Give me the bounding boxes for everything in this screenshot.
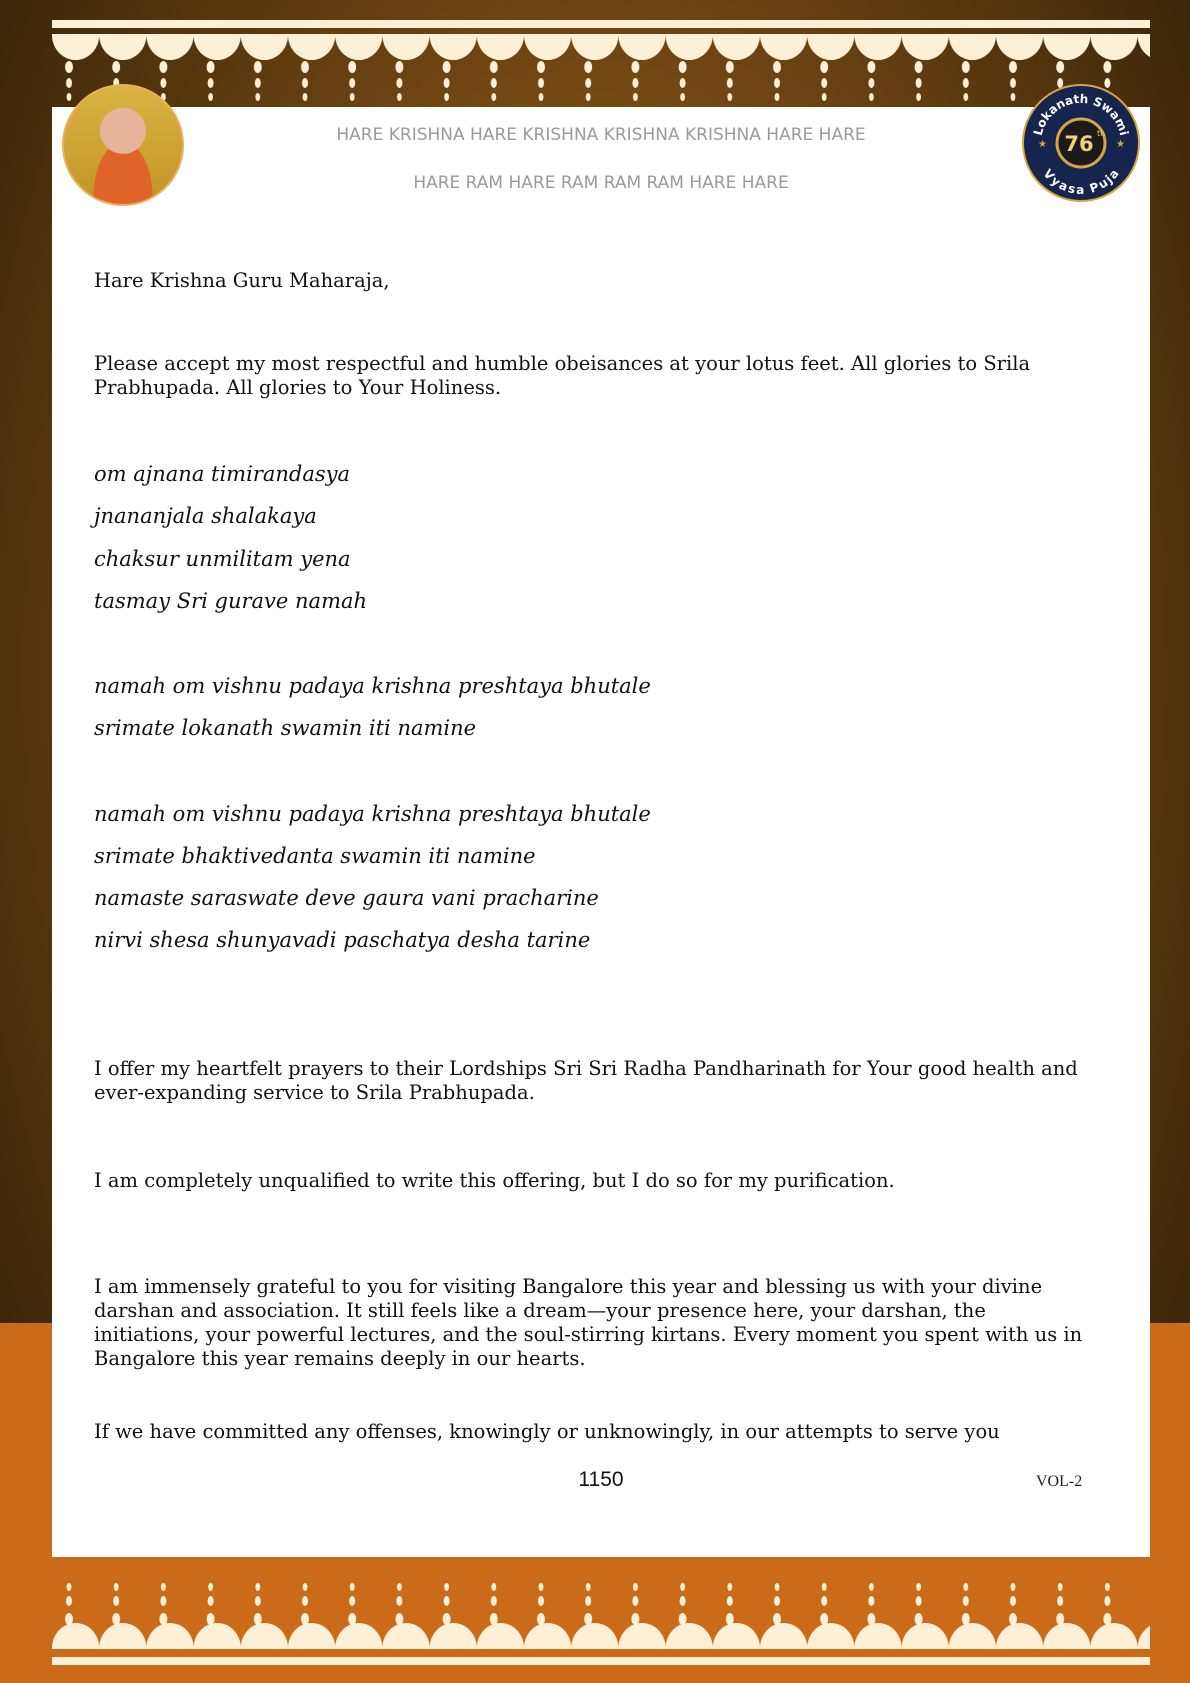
verse-line: chaksur unmilitam yena: [94, 547, 351, 571]
verse-line: namah om vishnu padaya krishna preshtaya bhutale: [94, 802, 651, 826]
verse-line: namaste saraswate deve gaura vani pracharine: [94, 886, 599, 910]
paragraph: If we have committed any offenses, knowingly or unknowingly, in our attempts to serve you: [94, 1420, 1000, 1443]
paragraph: I am completely unqualified to write this offering, but I do so for my purification.: [94, 1169, 895, 1192]
paragraph: Please accept my most respectful and humble obeisances at your lotus feet. All glories to Srila Prabhupada. All glories to Your Holiness.: [94, 352, 1031, 399]
bottom-border-bar: [52, 1657, 1150, 1665]
verse-line: namah om vishnu padaya krishna preshtaya bhutale: [94, 674, 651, 698]
page-number: 1150: [578, 1468, 624, 1491]
verse-line: om ajnana timirandasya: [94, 462, 351, 486]
salutation: Hare Krishna Guru Maharaja,: [94, 269, 390, 292]
svg-text:76: 76: [1064, 132, 1094, 156]
svg-text:Vyasa Puja: Vyasa Puja: [1040, 166, 1122, 197]
verse-line: nirvi shesa shunyavadi paschatya desha tarine: [94, 928, 591, 952]
verse-line: srimate bhaktivedanta swamin iti namine: [94, 844, 536, 868]
vyasa-puja-badge: [1022, 84, 1140, 202]
paragraph: I am immensely grateful to you for visiting Bangalore this year and blessing us with your divine darshan and association. It still feels like a dream—your presence here, your darshan, the initiations, your powerful lectures, and the soul-stirring kirtans. Every moment you spent with us in Bangalore this year remains deeply in our hearts.: [94, 1275, 1083, 1370]
verse-line: srimate lokanath swamin iti namine: [94, 716, 477, 740]
verse-line: tasmay Sri gurave namah: [94, 589, 368, 613]
guru-photo-avatar: [62, 84, 184, 206]
verse-line: jnananjala shalakaya: [94, 504, 317, 528]
mantra-line-1: HARE KRISHNA HARE KRISHNA KRISHNA KRISHNA HARE HARE: [336, 125, 866, 145]
volume-label: VOL-2: [1036, 1473, 1083, 1490]
svg-text:★: ★: [1038, 139, 1047, 150]
svg-text:★: ★: [1116, 139, 1125, 150]
bottom-scallop-border: [52, 1583, 1150, 1649]
top-border-bar: [52, 20, 1150, 28]
svg-text:th: th: [1097, 129, 1106, 138]
mantra-line-2: HARE RAM HARE RAM RAM RAM HARE HARE: [413, 173, 789, 193]
letter-page: [52, 107, 1150, 1557]
svg-text:Lokanath Swami: Lokanath Swami: [1030, 91, 1132, 137]
top-scallop-border: [52, 34, 1150, 104]
paragraph: I offer my heartfelt prayers to their Lordships Sri Sri Radha Pandharinath for Your good health and ever-expanding service to Srila Prabhupada.: [94, 1057, 1078, 1104]
